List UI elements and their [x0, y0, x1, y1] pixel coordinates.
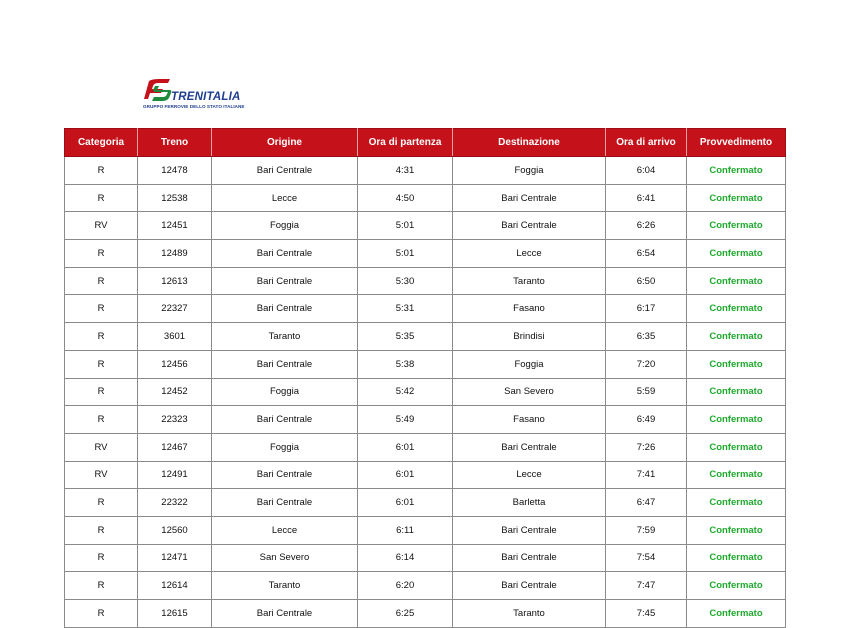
trenitalia-logo [143, 78, 243, 112]
cell-origine: Bari Centrale [212, 267, 358, 295]
cell-treno: 12491 [138, 461, 212, 489]
cell-provvedimento: Confermato [687, 461, 786, 489]
cell-ora-arrivo: 7:20 [606, 350, 687, 378]
cell-provvedimento: Confermato [687, 157, 786, 185]
cell-treno: 22327 [138, 295, 212, 323]
cell-provvedimento: Confermato [687, 433, 786, 461]
cell-destinazione: Lecce [453, 240, 606, 268]
cell-ora-partenza: 5:31 [358, 295, 453, 323]
cell-destinazione: Taranto [453, 267, 606, 295]
table-row [65, 378, 786, 406]
cell-ora-arrivo: 6:26 [606, 212, 687, 240]
cell-destinazione: Taranto [453, 600, 606, 628]
cell-origine: Taranto [212, 323, 358, 351]
table-row [65, 295, 786, 323]
cell-categoria: R [65, 157, 138, 185]
cell-ora-arrivo: 5:59 [606, 378, 687, 406]
cell-destinazione: Bari Centrale [453, 572, 606, 600]
cell-categoria: R [65, 544, 138, 572]
column-header-ora-arrivo: Ora di arrivo [606, 129, 687, 157]
table-row [65, 516, 786, 544]
cell-ora-arrivo: 7:41 [606, 461, 687, 489]
cell-provvedimento: Confermato [687, 212, 786, 240]
cell-origine: Lecce [212, 516, 358, 544]
fs-logo-icon [143, 78, 173, 102]
table-row [65, 433, 786, 461]
cell-ora-partenza: 5:01 [358, 240, 453, 268]
cell-ora-arrivo: 6:50 [606, 267, 687, 295]
cell-provvedimento: Confermato [687, 489, 786, 517]
cell-treno: 12452 [138, 378, 212, 406]
cell-ora-partenza: 6:14 [358, 544, 453, 572]
cell-destinazione: San Severo [453, 378, 606, 406]
cell-provvedimento: Confermato [687, 267, 786, 295]
cell-ora-arrivo: 7:54 [606, 544, 687, 572]
cell-treno: 12489 [138, 240, 212, 268]
table-row [65, 544, 786, 572]
cell-destinazione: Fasano [453, 406, 606, 434]
cell-provvedimento: Confermato [687, 516, 786, 544]
table-row [65, 323, 786, 351]
cell-categoria: R [65, 184, 138, 212]
cell-origine: Bari Centrale [212, 157, 358, 185]
column-header-ora-partenza: Ora di partenza [358, 129, 453, 157]
cell-categoria: R [65, 572, 138, 600]
column-header-provvedimento: Provvedimento [687, 129, 786, 157]
cell-categoria: R [65, 378, 138, 406]
cell-destinazione: Fasano [453, 295, 606, 323]
cell-ora-partenza: 6:01 [358, 489, 453, 517]
cell-provvedimento: Confermato [687, 350, 786, 378]
cell-treno: 12614 [138, 572, 212, 600]
train-schedule-table [64, 128, 786, 628]
cell-ora-arrivo: 7:47 [606, 572, 687, 600]
cell-categoria: R [65, 323, 138, 351]
cell-categoria: R [65, 516, 138, 544]
cell-treno: 12471 [138, 544, 212, 572]
cell-ora-partenza: 4:50 [358, 184, 453, 212]
cell-treno: 12613 [138, 267, 212, 295]
table-row [65, 157, 786, 185]
cell-ora-arrivo: 6:04 [606, 157, 687, 185]
cell-ora-arrivo: 6:35 [606, 323, 687, 351]
cell-ora-partenza: 6:20 [358, 572, 453, 600]
table-row [65, 240, 786, 268]
cell-destinazione: Bari Centrale [453, 544, 606, 572]
cell-treno: 3601 [138, 323, 212, 351]
cell-categoria: R [65, 600, 138, 628]
cell-categoria: R [65, 350, 138, 378]
cell-ora-arrivo: 6:47 [606, 489, 687, 517]
cell-categoria: R [65, 489, 138, 517]
cell-destinazione: Barletta [453, 489, 606, 517]
cell-categoria: RV [65, 461, 138, 489]
cell-destinazione: Bari Centrale [453, 433, 606, 461]
table-row [65, 489, 786, 517]
cell-ora-partenza: 4:31 [358, 157, 453, 185]
cell-ora-arrivo: 6:54 [606, 240, 687, 268]
cell-provvedimento: Confermato [687, 544, 786, 572]
cell-treno: 22323 [138, 406, 212, 434]
cell-origine: Bari Centrale [212, 406, 358, 434]
brand-subtitle: GRUPPO FERROVIE DELLO STATO ITALIANE [143, 104, 245, 109]
table-row [65, 350, 786, 378]
cell-ora-arrivo: 7:26 [606, 433, 687, 461]
brand-name: TRENITALIA [171, 91, 241, 103]
cell-ora-partenza: 5:42 [358, 378, 453, 406]
cell-ora-arrivo: 6:41 [606, 184, 687, 212]
cell-categoria: R [65, 295, 138, 323]
column-header-treno: Treno [138, 129, 212, 157]
cell-origine: Bari Centrale [212, 489, 358, 517]
cell-origine: Foggia [212, 433, 358, 461]
cell-origine: San Severo [212, 544, 358, 572]
cell-provvedimento: Confermato [687, 184, 786, 212]
cell-origine: Bari Centrale [212, 461, 358, 489]
table-row [65, 184, 786, 212]
cell-origine: Foggia [212, 378, 358, 406]
cell-treno: 12538 [138, 184, 212, 212]
cell-categoria: R [65, 267, 138, 295]
cell-ora-partenza: 5:35 [358, 323, 453, 351]
cell-categoria: R [65, 406, 138, 434]
cell-ora-partenza: 5:38 [358, 350, 453, 378]
cell-provvedimento: Confermato [687, 600, 786, 628]
table-row [65, 572, 786, 600]
cell-destinazione: Foggia [453, 350, 606, 378]
column-header-destinazione: Destinazione [453, 129, 606, 157]
cell-ora-partenza: 6:11 [358, 516, 453, 544]
cell-ora-partenza: 6:01 [358, 461, 453, 489]
cell-origine: Lecce [212, 184, 358, 212]
cell-destinazione: Brindisi [453, 323, 606, 351]
cell-treno: 12560 [138, 516, 212, 544]
cell-ora-partenza: 6:01 [358, 433, 453, 461]
cell-ora-partenza: 5:01 [358, 212, 453, 240]
cell-treno: 12456 [138, 350, 212, 378]
cell-origine: Taranto [212, 572, 358, 600]
cell-ora-arrivo: 6:49 [606, 406, 687, 434]
cell-treno: 12478 [138, 157, 212, 185]
cell-destinazione: Lecce [453, 461, 606, 489]
table-row [65, 267, 786, 295]
cell-treno: 12467 [138, 433, 212, 461]
cell-origine: Foggia [212, 212, 358, 240]
cell-destinazione: Foggia [453, 157, 606, 185]
cell-ora-partenza: 5:49 [358, 406, 453, 434]
cell-ora-partenza: 6:25 [358, 600, 453, 628]
cell-provvedimento: Confermato [687, 378, 786, 406]
cell-origine: Bari Centrale [212, 600, 358, 628]
cell-provvedimento: Confermato [687, 295, 786, 323]
cell-destinazione: Bari Centrale [453, 212, 606, 240]
column-header-origine: Origine [212, 129, 358, 157]
cell-treno: 22322 [138, 489, 212, 517]
cell-categoria: R [65, 240, 138, 268]
cell-categoria: RV [65, 212, 138, 240]
cell-provvedimento: Confermato [687, 323, 786, 351]
cell-provvedimento: Confermato [687, 406, 786, 434]
cell-provvedimento: Confermato [687, 240, 786, 268]
column-header-categoria: Categoria [65, 129, 138, 157]
table-row [65, 212, 786, 240]
cell-origine: Bari Centrale [212, 350, 358, 378]
cell-ora-arrivo: 6:17 [606, 295, 687, 323]
table-row [65, 461, 786, 489]
table-row [65, 600, 786, 628]
table-header-row [65, 129, 786, 157]
cell-origine: Bari Centrale [212, 240, 358, 268]
cell-categoria: RV [65, 433, 138, 461]
cell-ora-arrivo: 7:45 [606, 600, 687, 628]
cell-treno: 12451 [138, 212, 212, 240]
cell-ora-partenza: 5:30 [358, 267, 453, 295]
cell-origine: Bari Centrale [212, 295, 358, 323]
cell-destinazione: Bari Centrale [453, 516, 606, 544]
cell-ora-arrivo: 7:59 [606, 516, 687, 544]
cell-treno: 12615 [138, 600, 212, 628]
cell-provvedimento: Confermato [687, 572, 786, 600]
cell-destinazione: Bari Centrale [453, 184, 606, 212]
table-row [65, 406, 786, 434]
